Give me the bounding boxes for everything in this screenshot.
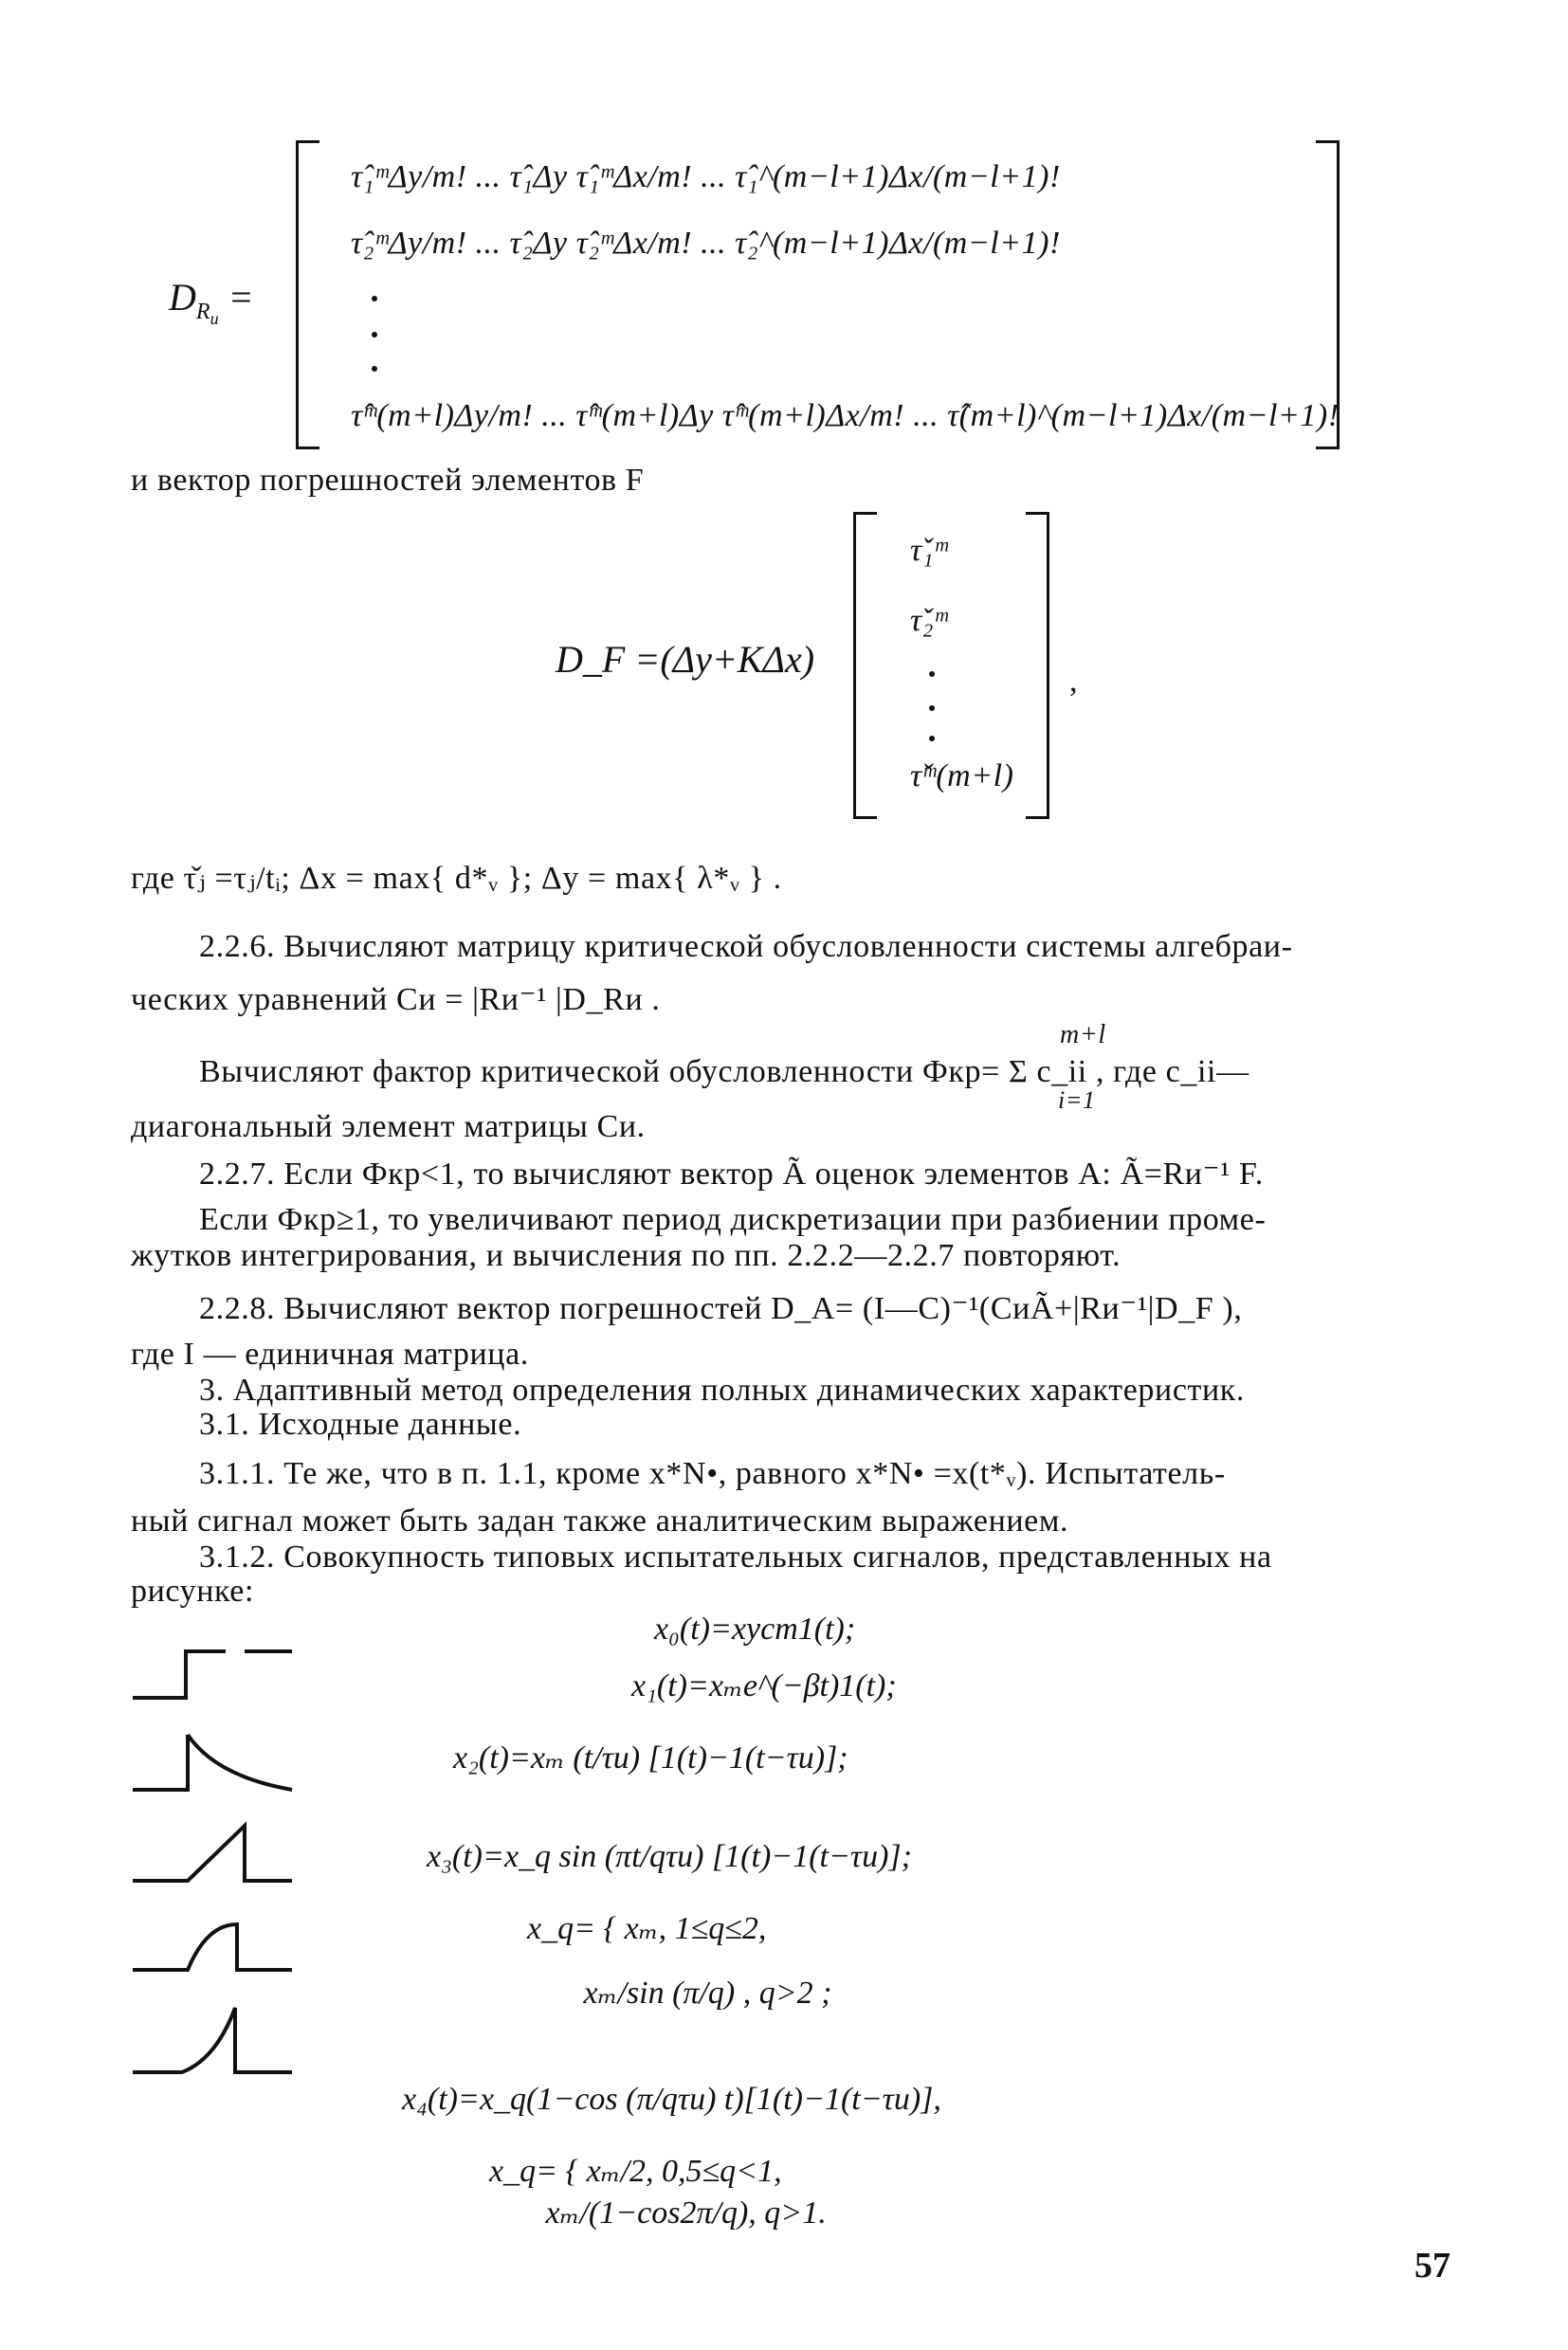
matrix-df-entry-2: τ̌₂ᵐ [910, 603, 948, 638]
matrix-dr-row-1: τ̂₁ᵐΔy/m! ... τ̂₁Δy τ̂₁ᵐΔx/m! ... τ̂₁^(m−l+1)Δx/(m−l+1)! [351, 159, 1061, 194]
s312-line-1: 3.1.2. Совокупность типовых испытательных сигналов, представленных на [199, 1539, 1272, 1575]
formula-x1: x₁(t)=xₘe^(−βt)1(t); [631, 1668, 897, 1703]
section-3-title: 3. Адаптивный метод определения полных динамических характеристик. [199, 1373, 1245, 1408]
matrix-df-dot [929, 671, 935, 677]
diag-line: диагональный элемент матрицы Cи. [131, 1109, 646, 1144]
where-line: где τ̌ⱼ =τⱼ/tᵢ; Δx = max{ d*ᵥ }; Δy = max{ λ*ᵥ } . [131, 861, 782, 896]
step-signal-icon [131, 1646, 301, 1703]
formula-xq2-1: x_q= { xₘ/2, 0,5≤q<1, [489, 2154, 782, 2189]
matrix-dr-dot [372, 366, 377, 372]
matrix-dr-row-2: τ̂₂ᵐΔy/m! ... τ̂₂Δy τ̂₂ᵐΔx/m! ... τ̂₂^(m−l+1)Δx/(m−l+1)! [351, 226, 1061, 261]
matrix-df-entry-last: τ̌ᵐ(m+l) [910, 758, 1014, 793]
matrix-dr-row-last: τ̂ᵐ(m+l)Δy/m! ... τ̂ᵐ(m+l)Δy τ̂ᵐ(m+l)Δx/m! ... τ̂(m+l)^(m−l+1)Δx/(m−l+1)! [351, 398, 1340, 433]
crit-sum-bottom: i=1 [1058, 1086, 1096, 1114]
matrix-dr-left-bracket [296, 140, 319, 449]
p227-line-1: 2.2.7. Если Фкр<1, то вычисляют вектор Ã оценок элементов A: Ã=Rи⁻¹ F. [199, 1157, 1264, 1192]
ramp-signal-icon [131, 1820, 301, 1886]
s312-line-2: рисунке: [131, 1574, 255, 1609]
matrix-df-left-bracket [853, 512, 877, 819]
p228-line-1: 2.2.8. Вычисляют вектор погрешностей D_A= (I—C)⁻¹(CиÃ+|Rи⁻¹|D_F ), [199, 1291, 1243, 1326]
text-vector-intro: и вектор погрешностей элементов F [131, 463, 645, 498]
s311-line-1: 3.1.1. Те же, что в п. 1.1, кроме x*N•, равного x*N• =x(t*ᵥ). Испытатель- [199, 1456, 1226, 1491]
p226-line-1: 2.2.6. Вычисляют матрицу критической обусловленности системы алгебраи- [199, 929, 1293, 964]
formula-x0: x₀(t)=xуст1(t); [654, 1612, 856, 1647]
formula-x3: x₃(t)=x_q sin (πt/qτи) [1(t)−1(t−τи)]; [427, 1839, 912, 1874]
matrix-dr-label: $D_{R_и}$ = [169, 276, 254, 328]
exp-decay-signal-icon [131, 1729, 301, 1795]
matrix-df-dot [929, 736, 935, 741]
sine-pulse-signal-icon [131, 1919, 301, 1976]
formula-xq-2: xₘ/sin (π/q) , q>2 ; [527, 1976, 832, 2011]
page-number: 57 [1414, 2246, 1450, 2286]
cosine-pulse-signal-icon [131, 2002, 301, 2078]
matrix-dr-dot [372, 332, 377, 337]
crit-sum-top: m+l [1060, 1020, 1106, 1049]
p226-line-2: ческих уравнений Cи = |Rи⁻¹ |D_Rи . [131, 982, 661, 1017]
section-31-title: 3.1. Исходные данные. [199, 1407, 522, 1442]
matrix-df-dot [929, 705, 935, 711]
crit-line: Вычисляют фактор критической обусловленности Фкр= Σ c_ii , где c_ii— [199, 1054, 1249, 1089]
p228-line-2: где I — единичная матрица. [131, 1337, 529, 1372]
matrix-dr-dot [372, 296, 377, 301]
formula-xq2-2: xₘ/(1−cos2π/q), q>1. [489, 2195, 827, 2231]
formula-x2: x₂(t)=xₘ (t/τи) [1(t)−1(t−τи)]; [453, 1740, 848, 1776]
matrix-df-right-bracket [1026, 512, 1049, 819]
formula-xq-1: x_q= { xₘ, 1≤q≤2, [527, 1911, 767, 1946]
p227-line-2: Если Фкр≥1, то увеличивают период дискретизации при разбиении проме- [199, 1202, 1267, 1237]
matrix-df-entry-1: τ̌₁ᵐ [910, 533, 948, 568]
s311-line-2: ный сигнал может быть задан также аналитическим выражением. [131, 1503, 1069, 1539]
matrix-df-label: D_F =(Δy+KΔx) [556, 638, 815, 681]
matrix-df-trailing: , [1069, 664, 1079, 699]
formula-x4: x₄(t)=x_q(1−cos (π/qτи) t)[1(t)−1(t−τи)], [402, 2082, 941, 2117]
p227-line-3: жутков интегрирования, и вычисления по пп. 2.2.2—2.2.7 повторяют. [131, 1238, 1121, 1273]
